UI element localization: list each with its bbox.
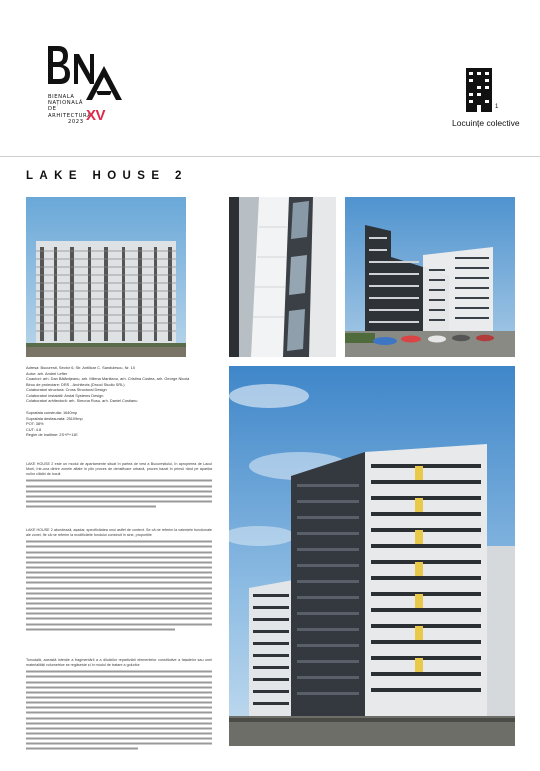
paragraph-3-text-lines (26, 669, 212, 751)
paragraph-2-text-lines (26, 539, 212, 632)
project-details (26, 365, 212, 404)
photo-street-view (345, 197, 515, 357)
paragraph-1-text-lines (26, 478, 212, 509)
detail-installations: Colaboratori instalatii: Arstal Systems Design (26, 392, 104, 398)
stat-cut: CUT: 4.8 (26, 426, 42, 432)
detail-coauthors: Coautori: arh. Dan Bălăniţeanu, arh. Milena Mantianu, arh. Cristina Costea, arh. George Nicola (26, 376, 190, 381)
description-paragraph-2: LAKE HOUSE 2 abordează, așadar, specificitatea unui astfel de context. Se că ne referim la valențele funcționale ale zonei, fie că ne referim la modificările fondului construit în sine, proporțiile (26, 528, 212, 632)
detail-architecture: Colaboratori arhitectură: arh. Simona Rusu, arh. Daniel Costianu (26, 398, 138, 403)
category-label: Locuințe colective (452, 118, 520, 128)
detail-author: Autor: arh. Andrei Lefter (26, 370, 68, 376)
detail-structure: Colaboratori structura: Cross Structural Design (26, 387, 107, 392)
stat-total-area: Suprafata desfasurata: 25109mp (26, 415, 83, 421)
poster-header (0, 0, 540, 158)
stat-built-area: Suprafata construita: 1640mp (26, 410, 78, 415)
detail-office: Birou de proiectare: DRS - Architects (Drood Studio SRL) (26, 381, 125, 387)
project-title: LAKE HOUSE 2 (26, 170, 188, 182)
header-divider (0, 156, 540, 157)
description-paragraph-3: Tonodală, această intenție a fragmentării a a diluărilor repartizării elementelor constitutive a fațadelor sau unei materialități volumetrice se regăsește și în modul de tratare a golurilor (26, 658, 212, 752)
category-number: 1 (495, 104, 499, 110)
stat-height: Regim de inaltime: 2S+P+11E (26, 432, 78, 438)
photo-front-elevation (26, 197, 186, 357)
project-stats (26, 410, 212, 438)
stat-pot: POT: 38% (26, 421, 44, 427)
description-paragraph-1: LAKE HOUSE 2 este un modul de apartamente situat în partea de vest a Bucureștiului, în apropierea de Lacul Morii, într-una dintre zonele aflate în plin proces de densificare urbană, proces bazat în primul rând pe apariția noilor clădiri de locuit (26, 462, 212, 509)
detail-address: Adresa: Bucuresti, Sector 6, Str. Antilicar C. Sandulescu, Nr. 10 (26, 365, 135, 370)
photo-main-perspective (229, 366, 515, 746)
edition-number: XV (86, 107, 106, 124)
photo-facade-detail (229, 197, 336, 357)
bna-name-text: BIENALA NAȚIONALĂ DE ARHITECTURĂ 2023 (48, 94, 92, 125)
building-category-icon (466, 68, 492, 112)
